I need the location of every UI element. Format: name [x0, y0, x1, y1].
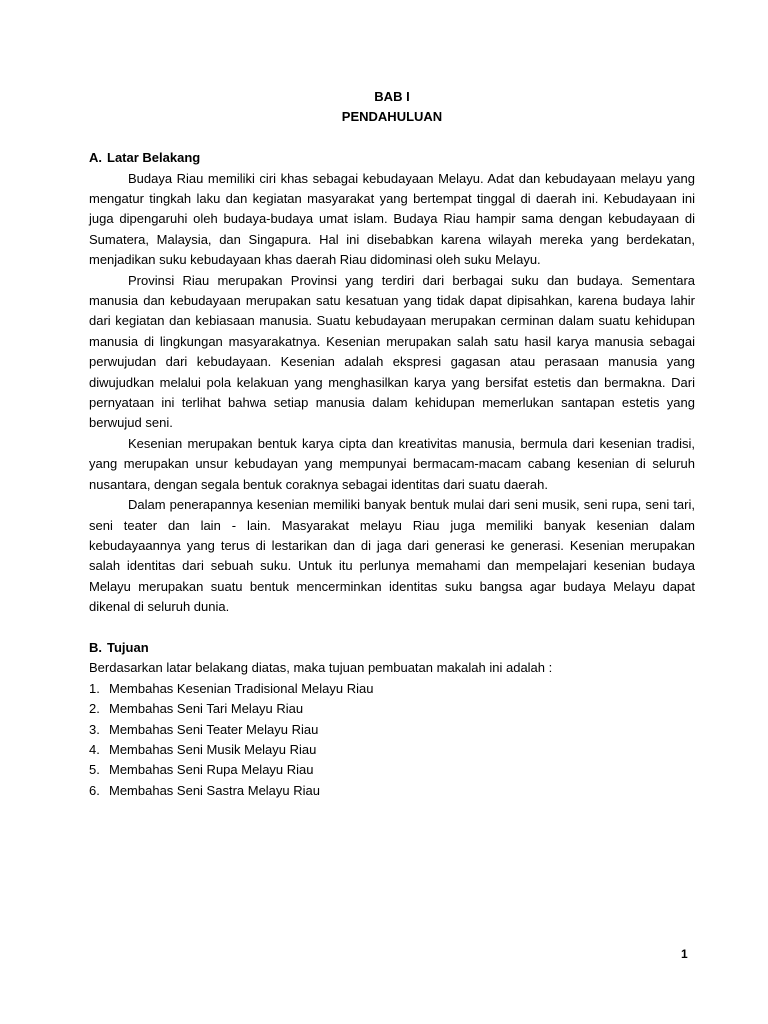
list-text: Membahas Seni Musik Melayu Riau [109, 741, 317, 757]
section-intro: Berdasarkan latar belakang diatas, maka tujuan pembuatan makalah ini adalah : [89, 660, 553, 676]
document-page [89, 87, 695, 801]
list-number: 5. [89, 762, 100, 778]
section-heading [89, 148, 695, 168]
list-number: 3. [89, 721, 100, 737]
list-text: Membahas Kesenian Tradisional Melayu Riau [109, 680, 374, 696]
section-number: B. [89, 639, 102, 655]
list-number: 6. [89, 782, 100, 798]
page-number: 1 [681, 947, 688, 961]
goals-list [89, 679, 695, 801]
section-title: Latar Belakang [107, 150, 201, 166]
list-item [89, 720, 695, 740]
list-text: Membahas Seni Tari Melayu Riau [109, 701, 304, 717]
paragraph: Budaya Riau memiliki ciri khas sebagai kebudayaan Melayu. Adat dan kebudayaan melayu yang mengatur tingkah laku dan kegiatan masyarakat yang bertempat tinggal di daerah ini. Kebudayaan ini juga dipengaruhi oleh budaya-budaya umat islam. Budaya Riau hampir sama dengan kebudayaan di Sumatera, Malaysia, dan Singapura. Hal ini disebabkan karena wilayah mereka yang berdekatan, menjadikan suku kebudayaan khas daerah Riau didominasi oleh suku Melayu. [89, 170, 695, 268]
section-latar-belakang [89, 148, 695, 617]
paragraph: Kesenian merupakan bentuk karya cipta dan kreativitas manusia, bermula dari kesenian tradisi, yang merupakan unsur kebudayan yang mempunyai bermacam-macam cabang kesenian di seluruh nusantara, dengan segala bentuk coraknya sebagai identitas dari suatu daerah. [89, 435, 695, 492]
chapter-title: PENDAHULUAN [341, 109, 443, 125]
chapter-label: BAB I [374, 89, 410, 104]
spacer [89, 128, 695, 148]
list-item [89, 679, 695, 699]
section-tujuan [89, 638, 695, 801]
list-item [89, 699, 695, 719]
list-number: 2. [89, 701, 100, 717]
list-text: Membahas Seni Sastra Melayu Riau [109, 782, 320, 798]
paragraph: Dalam penerapannya kesenian memiliki banyak bentuk mulai dari seni musik, seni rupa, seni tari, seni teater dan lain - lain. Masyarakat melayu Riau juga memiliki banyak kesenian dalam kebudayaannya yang terus di lestarikan dan di jaga dari generasi ke generasi. Kesenian merupakan salah identitas dari sebuah suku. Untuk itu perlunya memahami dan mempelajari kesenian budaya Melayu merupakan suatu bentuk mencerminkan identitas suku bangsa agar budaya Melayu dapat dikenal di seluruh dunia. [89, 497, 695, 615]
list-text: Membahas Seni Teater Melayu Riau [109, 721, 319, 737]
list-number: 4. [89, 741, 100, 757]
list-item [89, 760, 695, 780]
list-item [89, 740, 695, 760]
section-title: Tujuan [107, 639, 149, 655]
section-number: A. [89, 150, 102, 166]
list-item [89, 781, 695, 801]
spacer [89, 618, 695, 638]
paragraph: Provinsi Riau merupakan Provinsi yang terdiri dari berbagai suku dan budaya. Sementara manusia dan kebudayaan merupakan satu kesatuan yang tidak dapat dipisahkan, karena budaya lahir dari kegiatan dan kebiasaan manusia. Suatu kebudayaan merupakan cerminan dalam suatu kehidupan manusia di lingkungan masyarakatnya. Kesenian merupakan salah satu hasil karya manusia sebagai perwujudan dari kebudayaan. Kesenian adalah ekspresi gagasan atau perasaan manusia yang diwujudkan melalui pola kelakuan yang menghasilkan karya yang bersifat estetis dan bermakna. Dari pernyataan ini terlihat bahwa setiap manusia dalam kehidupan memerlukan santapan estetis yang berwujud seni. [89, 272, 695, 431]
section-heading [89, 638, 695, 658]
list-number: 1. [89, 680, 100, 696]
list-text: Membahas Seni Rupa Melayu Riau [109, 762, 314, 778]
